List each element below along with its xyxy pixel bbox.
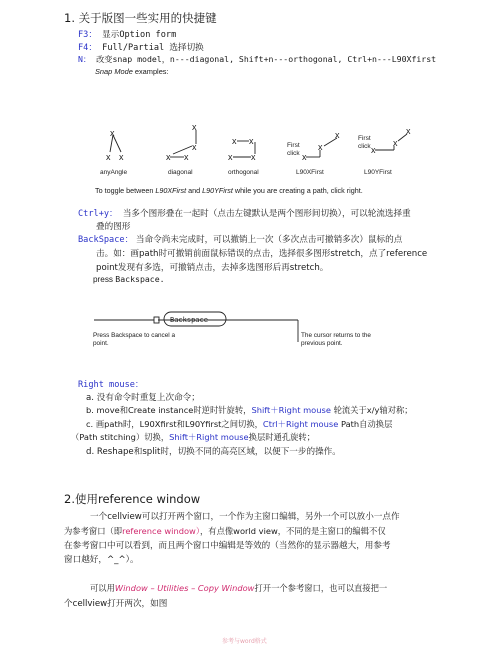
snap-label-l90xfirst: L90XFirst bbox=[296, 169, 324, 176]
snap-label-l90yfirst: L90YFirst bbox=[364, 169, 392, 176]
returns-note-1: The cursor returns to the bbox=[301, 332, 371, 339]
backspace-desc: 当命令尚未完成时，可以撤销上一次（多次点击可撤销多次）鼠标的点 bbox=[135, 235, 403, 245]
right-mouse-a: a. 没有命令时重复上次命令； bbox=[86, 393, 200, 403]
press-backspace-caption bbox=[93, 274, 165, 284]
first-click-label-1: First bbox=[287, 142, 300, 149]
backspace-key: BackSpace： bbox=[78, 235, 134, 245]
toggle-instruction bbox=[95, 186, 363, 195]
snap-mode-diagram bbox=[96, 120, 446, 182]
first-click-label-2: First bbox=[358, 135, 371, 142]
backspace-desc-3: point发现有多选，可撤销点击，去掉多选图形后再stretch。 bbox=[96, 263, 329, 273]
section-2-para-1-line-3: 在参考窗口中可以看到，而且两个窗口中编辑是等效的（当然你的显示器越大，用参考 bbox=[64, 541, 391, 551]
p2-1a: 可以用 bbox=[90, 583, 115, 593]
snap-x-marker: x bbox=[228, 152, 233, 162]
shortcut-ctrl-y bbox=[78, 207, 411, 219]
returns-note-2: previous point. bbox=[301, 340, 343, 347]
rm-c-3: Path自动换层 bbox=[338, 419, 393, 429]
cursor-returns-note bbox=[301, 332, 371, 348]
right-mouse-title: Right mouse： bbox=[78, 380, 144, 390]
snap-x-marker: x bbox=[110, 128, 115, 138]
p2-1c: 打开一个参考窗口，也可以直接把一 bbox=[254, 583, 388, 593]
snap-x-marker: x bbox=[371, 145, 376, 155]
n-key: N： bbox=[78, 54, 92, 64]
cancel-note-2: point. bbox=[93, 340, 109, 347]
shortcut-f4 bbox=[78, 41, 204, 53]
snap-x-marker: x bbox=[335, 130, 340, 140]
p1-2a: 为参考窗口（即 bbox=[64, 526, 123, 536]
cancel-note-1: Press Backspace to cancel a bbox=[93, 332, 176, 339]
f3-key: F3： bbox=[78, 30, 97, 40]
shortcut-n bbox=[78, 54, 436, 65]
snap-x-marker: x bbox=[192, 122, 197, 132]
rm-b-1: b. move和Create instance时逆时针旋转， bbox=[86, 405, 252, 415]
snap-x-marker: x bbox=[106, 152, 111, 162]
section-2-para-1-line-2 bbox=[64, 525, 386, 537]
snap-x-marker: x bbox=[249, 136, 254, 146]
press-key-text: Backspace. bbox=[115, 274, 165, 284]
snap-x-marker: x bbox=[232, 136, 237, 146]
section-2-para-1-line-4: 窗口越好，^_^）。 bbox=[64, 555, 139, 565]
ctrl-y-key: Ctrl+y： bbox=[78, 209, 118, 219]
right-mouse-c bbox=[86, 418, 392, 430]
toggle-text-e: while you are creating a path, click right. bbox=[232, 186, 363, 195]
snap-mode-label: Snap Mode bbox=[95, 67, 133, 76]
ctrl-y-desc-cont: 叠的图形 bbox=[96, 222, 131, 232]
rm-c-2: Ctrl＋Right mouse bbox=[262, 419, 339, 429]
section-2-para-1-line-1: 一个cellview可以打开两个窗口，一个作为主窗口编辑，另外一个可以放小一点作 bbox=[90, 512, 400, 522]
toggle-text-a: To toggle between bbox=[95, 186, 156, 195]
snap-x-marker: x bbox=[192, 142, 197, 152]
section-1-title: 1. 关于版图一些实用的快捷键 bbox=[64, 11, 217, 25]
backspace-diagram bbox=[92, 302, 392, 360]
footer-watermark: 参考与word格式 bbox=[222, 638, 267, 645]
rm-c-6: 换层时通孔旋转； bbox=[248, 432, 316, 442]
snap-x-marker: x bbox=[302, 152, 307, 162]
section-2-para-2-line-1 bbox=[90, 582, 387, 594]
section-2-para-2-line-2: 个cellview打开两次，如图 bbox=[64, 599, 168, 609]
rm-c-4: （Path stitching）切换， bbox=[71, 432, 170, 442]
snap-label-anyangle: anyAngle bbox=[100, 169, 128, 176]
f3-desc: 显示Option form bbox=[102, 30, 177, 40]
backspace-key-box: Backspace bbox=[170, 316, 208, 324]
n-desc: 改变snap model，n---diagonal, Shift+n---orthogonal, Ctrl+n---L90Xfirst bbox=[96, 54, 437, 64]
rm-b-2: Shift＋Right mouse bbox=[251, 405, 331, 415]
reference-window-term: reference window） bbox=[122, 526, 200, 536]
snap-x-marker: x bbox=[119, 152, 124, 162]
shortcut-f3 bbox=[78, 28, 176, 40]
snap-label-orthogonal: orthogonal bbox=[228, 169, 259, 176]
snap-examples-label: examples: bbox=[132, 67, 169, 76]
toggle-text-c: and bbox=[186, 186, 203, 195]
toggle-text-d: L90YFirst bbox=[202, 186, 233, 195]
cancel-point-note bbox=[93, 332, 175, 348]
press-text: press bbox=[93, 275, 116, 284]
snap-x-marker: x bbox=[184, 152, 189, 162]
snap-x-marker: x bbox=[166, 152, 171, 162]
toggle-text-b: L90XFirst bbox=[155, 186, 187, 195]
snap-x-marker: x bbox=[318, 142, 323, 152]
first-click-label-2b: click bbox=[358, 143, 371, 150]
rm-c-1: c. 画path时，L90Xfirst和L90Yfirst之间切换， bbox=[86, 419, 263, 429]
backspace-desc-2: 击。如：画path时可撤销前面鼠标错误的点击，选择很多图形stretch，点了reference bbox=[96, 249, 428, 259]
first-click-label-1b: click bbox=[287, 150, 300, 157]
right-mouse-d: d. Reshape和split时，切换不同的高亮区域，以便下一步的操作。 bbox=[86, 447, 341, 457]
snap-x-marker: x bbox=[251, 152, 256, 162]
rm-c-5: Shift＋Right mouse bbox=[169, 432, 249, 442]
snap-mode-caption bbox=[95, 67, 169, 76]
p1-2c: ，有点像world view，不同的是主窗口的编辑不仅 bbox=[199, 526, 386, 536]
right-mouse-c-cont bbox=[71, 431, 315, 443]
rm-b-3: 轮流关于x/y轴对称； bbox=[330, 405, 413, 415]
right-mouse-b bbox=[86, 404, 413, 416]
section-2-title: 2.使用reference window bbox=[64, 492, 201, 506]
snap-x-marker: x bbox=[406, 126, 411, 136]
snap-label-diagonal: diagonal bbox=[168, 169, 193, 176]
f4-key: F4： bbox=[78, 43, 97, 53]
shortcut-backspace bbox=[78, 233, 402, 245]
snap-x-marker: x bbox=[393, 138, 398, 148]
copy-window-menu-path: Window – Utilities – Copy Window bbox=[114, 583, 255, 593]
ctrl-y-desc: 当多个图形叠在一起时（点击左键默认是两个图形间切换），可以轮流选择重 bbox=[122, 209, 411, 219]
f4-desc: Full/Partial 选择切换 bbox=[102, 43, 204, 53]
